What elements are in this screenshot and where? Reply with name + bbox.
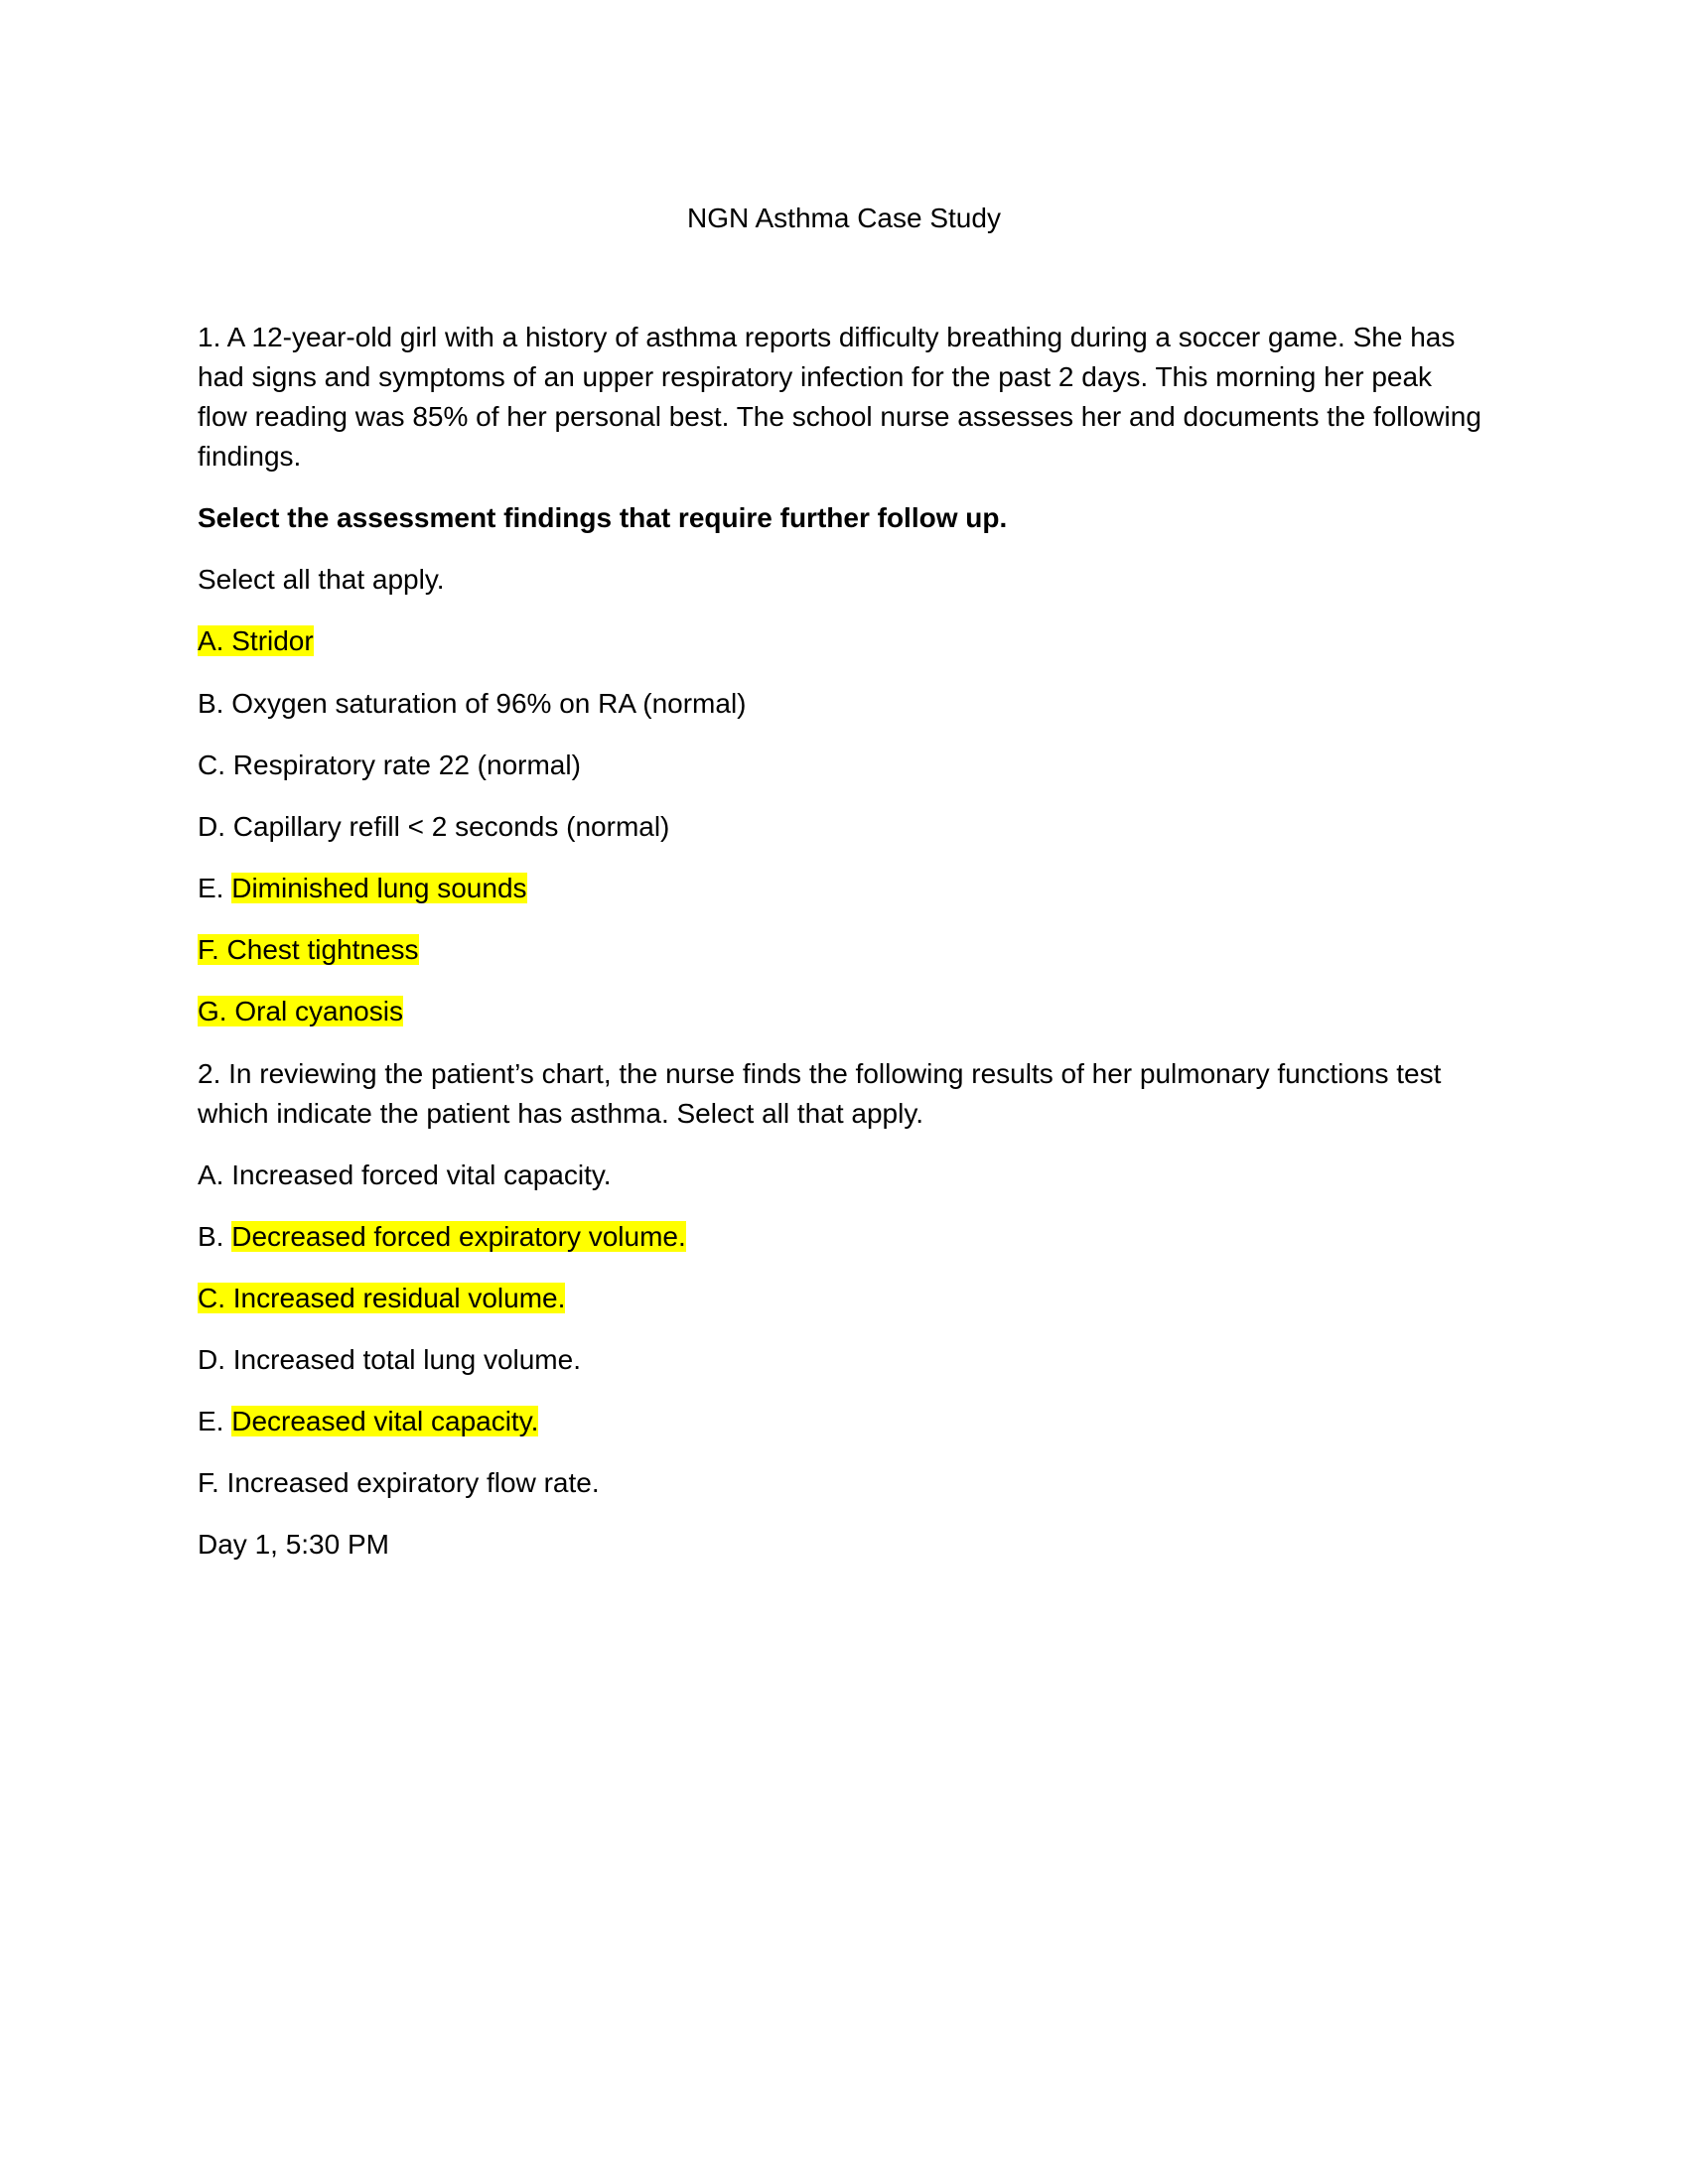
option-text: B. Oxygen saturation of 96% on RA (normal): [198, 688, 747, 719]
q1-instruction: Select the assessment findings that require further follow up.: [198, 502, 1008, 533]
q2-option-a: [198, 1156, 1478, 1195]
option-prefix: E.: [198, 873, 232, 903]
document-title: NGN Asthma Case Study: [687, 203, 1001, 233]
q2-option-b: [198, 1217, 1478, 1257]
q2-stem-line: which indicate the patient has asthma. Select all that apply.: [198, 1098, 924, 1129]
option-text: A. Stridor: [198, 625, 314, 656]
q1-option-e: [198, 869, 1478, 908]
option-text: G. Oral cyanosis: [198, 996, 403, 1026]
option-text: A. Increased forced vital capacity.: [198, 1160, 612, 1190]
q1-option-f: [198, 930, 1478, 970]
option-text: C. Increased residual volume.: [198, 1283, 566, 1313]
q1-option-b: [198, 684, 1478, 724]
q1-option-a: [198, 621, 1478, 661]
q1-option-d: [198, 807, 1478, 847]
q2-stem-line: 2. In reviewing the patient’s chart, the nurse finds the following results of her pulmonary functions test: [198, 1058, 1442, 1089]
option-text: D. Increased total lung volume.: [198, 1344, 581, 1375]
timestamp: Day 1, 5:30 PM: [198, 1529, 389, 1560]
q2-option-d: [198, 1340, 1478, 1380]
q2-option-c: [198, 1279, 1478, 1318]
option-text: Decreased forced expiratory volume.: [231, 1221, 686, 1252]
option-text: F. Chest tightness: [198, 934, 419, 965]
option-prefix: E.: [198, 1406, 232, 1436]
q1-option-c: [198, 746, 1478, 785]
q1-stem-line: findings.: [198, 441, 302, 472]
q1-stem-line: flow reading was 85% of her personal best. The school nurse assesses her and documents the following: [198, 401, 1481, 432]
q1-stem-line: 1. A 12-year-old girl with a history of asthma reports difficulty breathing during a soccer game. She has: [198, 322, 1456, 352]
option-text: D. Capillary refill < 2 seconds (normal): [198, 811, 670, 842]
option-text: F. Increased expiratory flow rate.: [198, 1467, 600, 1498]
option-prefix: B.: [198, 1221, 232, 1252]
option-text: C. Respiratory rate 22 (normal): [198, 750, 581, 780]
q2-option-f: [198, 1463, 1478, 1503]
option-text: Diminished lung sounds: [231, 873, 527, 903]
q1-select-note: Select all that apply.: [198, 564, 445, 595]
option-text: Decreased vital capacity.: [231, 1406, 539, 1436]
q1-stem-line: had signs and symptoms of an upper respiratory infection for the past 2 days. This morning her peak: [198, 361, 1433, 392]
q2-option-e: [198, 1402, 1478, 1441]
q1-option-g: [198, 992, 1478, 1031]
